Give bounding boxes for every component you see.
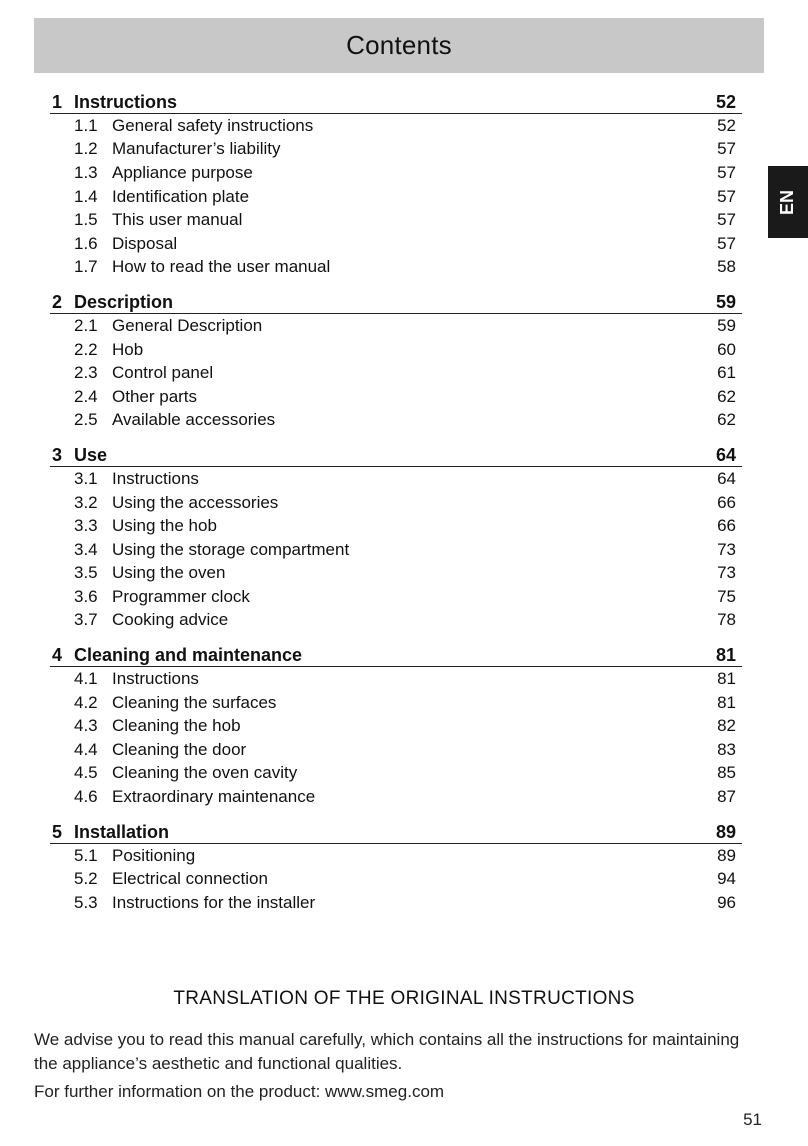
toc-item[interactable]: [50, 762, 742, 786]
toc-item-page: 57: [717, 186, 736, 206]
toc-section-page: 59: [715, 292, 736, 313]
toc-section-title: Instructions: [74, 92, 178, 112]
toc-section: [50, 639, 742, 809]
toc-item[interactable]: [50, 585, 742, 609]
toc-item-title: Instructions: [112, 468, 199, 488]
toc-item-title: Hob: [112, 339, 144, 359]
toc-item-title: Available accessories: [112, 410, 276, 430]
toc-item[interactable]: [50, 385, 742, 409]
toc-section-page: 89: [715, 821, 736, 842]
toc-item[interactable]: [50, 867, 742, 891]
page-number: 51: [743, 1110, 762, 1129]
toc-section-number: 4: [52, 645, 63, 666]
toc-item-number: 2.3: [74, 363, 98, 383]
footer-text: [34, 1028, 754, 1108]
toc-item-number: 4.2: [74, 692, 98, 712]
toc-item-page: 59: [717, 315, 736, 335]
toc-section: [50, 86, 742, 279]
toc-item-page: 52: [717, 115, 736, 135]
toc-item[interactable]: [50, 185, 742, 209]
toc-section-page: 81: [715, 645, 736, 666]
toc-item-title: Cooking advice: [112, 610, 229, 630]
toc-item-number: 1.3: [74, 162, 98, 182]
toc-item-number: 3.4: [74, 539, 98, 559]
toc-item-title: Disposal: [112, 233, 178, 253]
toc-item-number: 5.1: [74, 845, 98, 865]
toc-item-page: 60: [717, 339, 736, 359]
toc-item-title: Cleaning the door: [112, 739, 247, 759]
toc-item-title: How to read the user manual: [112, 257, 331, 277]
toc-item-page: 82: [717, 716, 736, 736]
toc-section: [50, 439, 742, 632]
toc-item-title: Using the hob: [112, 516, 217, 536]
toc-item-page: 64: [717, 468, 736, 488]
toc-section-heading-left: [52, 822, 716, 843]
toc-item-page: 66: [717, 492, 736, 512]
toc-section-title: Use: [74, 445, 108, 466]
toc-item[interactable]: [50, 467, 742, 491]
table-of-contents: [50, 86, 742, 922]
toc-section-heading-left: [52, 445, 716, 466]
toc-item-page: 81: [717, 669, 736, 689]
toc-item-number: 4.1: [74, 669, 98, 689]
toc-item-title: Instructions for the installer: [112, 892, 316, 912]
toc-item[interactable]: [50, 256, 742, 280]
toc-item-page: 75: [717, 586, 736, 606]
toc-item-number: 3.6: [74, 586, 98, 606]
toc-item-page: 62: [717, 410, 736, 430]
toc-item[interactable]: [50, 491, 742, 515]
translation-heading: TRANSLATION OF THE ORIGINAL INSTRUCTIONS: [173, 988, 635, 1009]
toc-item-number: 2.5: [74, 410, 98, 430]
toc-item-number: 3.1: [74, 468, 98, 488]
toc-section-number: 5: [52, 821, 63, 842]
toc-item-page: 66: [717, 516, 736, 536]
toc-item-number: 4.4: [74, 739, 98, 759]
toc-item[interactable]: [50, 538, 742, 562]
toc-item-page: 62: [717, 386, 736, 406]
toc-item-page: 57: [717, 210, 736, 230]
toc-item-number: 4.5: [74, 763, 98, 783]
toc-section-title: Cleaning and maintenance: [74, 645, 303, 666]
toc-section-page: 52: [715, 92, 736, 112]
toc-item-title: Other parts: [112, 386, 198, 406]
toc-item-title: Cleaning the surfaces: [112, 692, 277, 712]
toc-section-heading-left: [52, 92, 716, 113]
toc-section-title: Description: [74, 292, 174, 313]
toc-item[interactable]: [50, 409, 742, 433]
toc-item-number: 2.2: [74, 339, 98, 359]
toc-section-heading[interactable]: [50, 639, 742, 667]
toc-item-number: 1.6: [74, 233, 98, 253]
page-title: Contents: [346, 30, 452, 60]
toc-item-title: Control panel: [112, 363, 214, 383]
toc-section: [50, 816, 742, 915]
toc-item[interactable]: [50, 714, 742, 738]
toc-item-page: 73: [717, 563, 736, 583]
toc-item-page: 57: [717, 139, 736, 159]
toc-item[interactable]: [50, 785, 742, 809]
toc-item-title: This user manual: [112, 210, 243, 230]
toc-item[interactable]: [50, 514, 742, 538]
toc-item-title: General Description: [112, 315, 263, 335]
toc-item-title: Using the oven: [112, 563, 226, 583]
toc-item-number: 4.3: [74, 716, 98, 736]
toc-item[interactable]: [50, 609, 742, 633]
contents-title-bar: [34, 18, 764, 73]
language-tab-label: EN: [777, 189, 798, 215]
toc-item-title: Cleaning the oven cavity: [112, 763, 298, 783]
toc-item-title: Programmer clock: [112, 586, 250, 606]
toc-item[interactable]: [50, 114, 742, 138]
toc-section-heading[interactable]: [50, 816, 742, 844]
toc-item-page: 78: [717, 610, 736, 630]
toc-item-page: 96: [717, 892, 736, 912]
toc-section-number: 3: [52, 445, 63, 466]
toc-item-number: 4.6: [74, 787, 98, 807]
toc-item[interactable]: [50, 891, 742, 915]
toc-item-page: 87: [717, 787, 736, 807]
toc-item[interactable]: [50, 691, 742, 715]
toc-item-number: 2.1: [74, 315, 98, 335]
toc-section-heading-left: [52, 292, 716, 313]
toc-item[interactable]: [50, 667, 742, 691]
toc-item-number: 2.4: [74, 386, 98, 406]
toc-section-heading-left: [52, 645, 716, 666]
toc-item-page: 85: [717, 763, 736, 783]
toc-item-title: Appliance purpose: [112, 162, 253, 182]
toc-item-page: 73: [717, 539, 736, 559]
toc-section-heading[interactable]: [50, 286, 742, 314]
toc-item-number: 3.2: [74, 492, 98, 512]
advice-paragraph: We advise you to read this manual carefully, which contains all the instructions for maintaining the appliance’s aesthetic and functional qualities.: [34, 1030, 740, 1073]
toc-item-title: General safety instructions: [112, 115, 314, 135]
toc-section-heading[interactable]: [50, 86, 742, 114]
toc-item-number: 5.3: [74, 892, 98, 912]
toc-item-number: 3.7: [74, 610, 98, 630]
toc-item-page: 58: [717, 257, 736, 277]
toc-item-number: 1.5: [74, 210, 98, 230]
toc-item[interactable]: [50, 208, 742, 232]
toc-item-title: Using the accessories: [112, 492, 279, 512]
toc-item-page: 83: [717, 739, 736, 759]
toc-item[interactable]: [50, 314, 742, 338]
toc-item[interactable]: [50, 338, 742, 362]
toc-item[interactable]: [50, 361, 742, 385]
toc-section-number: 1: [52, 92, 63, 112]
toc-item-number: 1.2: [74, 139, 98, 159]
toc-item-title: Instructions: [112, 669, 199, 689]
toc-item-page: 94: [717, 869, 736, 889]
website-paragraph: For further information on the product: www.smeg.com: [34, 1082, 445, 1101]
toc-item-page: 81: [717, 692, 736, 712]
toc-item-title: Cleaning the hob: [112, 716, 241, 736]
toc-item-page: 57: [717, 162, 736, 182]
toc-item[interactable]: [50, 562, 742, 586]
toc-item-number: 5.2: [74, 869, 98, 889]
toc-item-title: Extraordinary maintenance: [112, 787, 316, 807]
toc-item-number: 1.7: [74, 257, 98, 277]
toc-section-number: 2: [52, 292, 63, 313]
toc-item[interactable]: [50, 844, 742, 868]
toc-item[interactable]: [50, 738, 742, 762]
toc-item-page: 89: [717, 845, 736, 865]
toc-item-page: 61: [717, 363, 736, 383]
toc-section-title: Installation: [74, 821, 170, 842]
toc-item[interactable]: [50, 138, 742, 162]
toc-item[interactable]: [50, 161, 742, 185]
toc-item[interactable]: [50, 232, 742, 256]
toc-item-title: Using the storage compartment: [112, 539, 350, 559]
toc-item-title: Manufacturer’s liability: [112, 139, 281, 159]
toc-item-title: Identification plate: [112, 186, 250, 206]
language-tab: [768, 166, 808, 238]
toc-item-number: 1.1: [74, 115, 98, 135]
toc-section-heading[interactable]: [50, 439, 742, 467]
toc-item-number: 3.3: [74, 516, 98, 536]
toc-item-number: 1.4: [74, 186, 98, 206]
toc-item-title: Electrical connection: [112, 869, 268, 889]
toc-item-number: 3.5: [74, 563, 98, 583]
toc-item-page: 57: [717, 233, 736, 253]
toc-item-title: Positioning: [112, 845, 196, 865]
toc-section: [50, 286, 742, 432]
toc-section-page: 64: [715, 445, 736, 466]
